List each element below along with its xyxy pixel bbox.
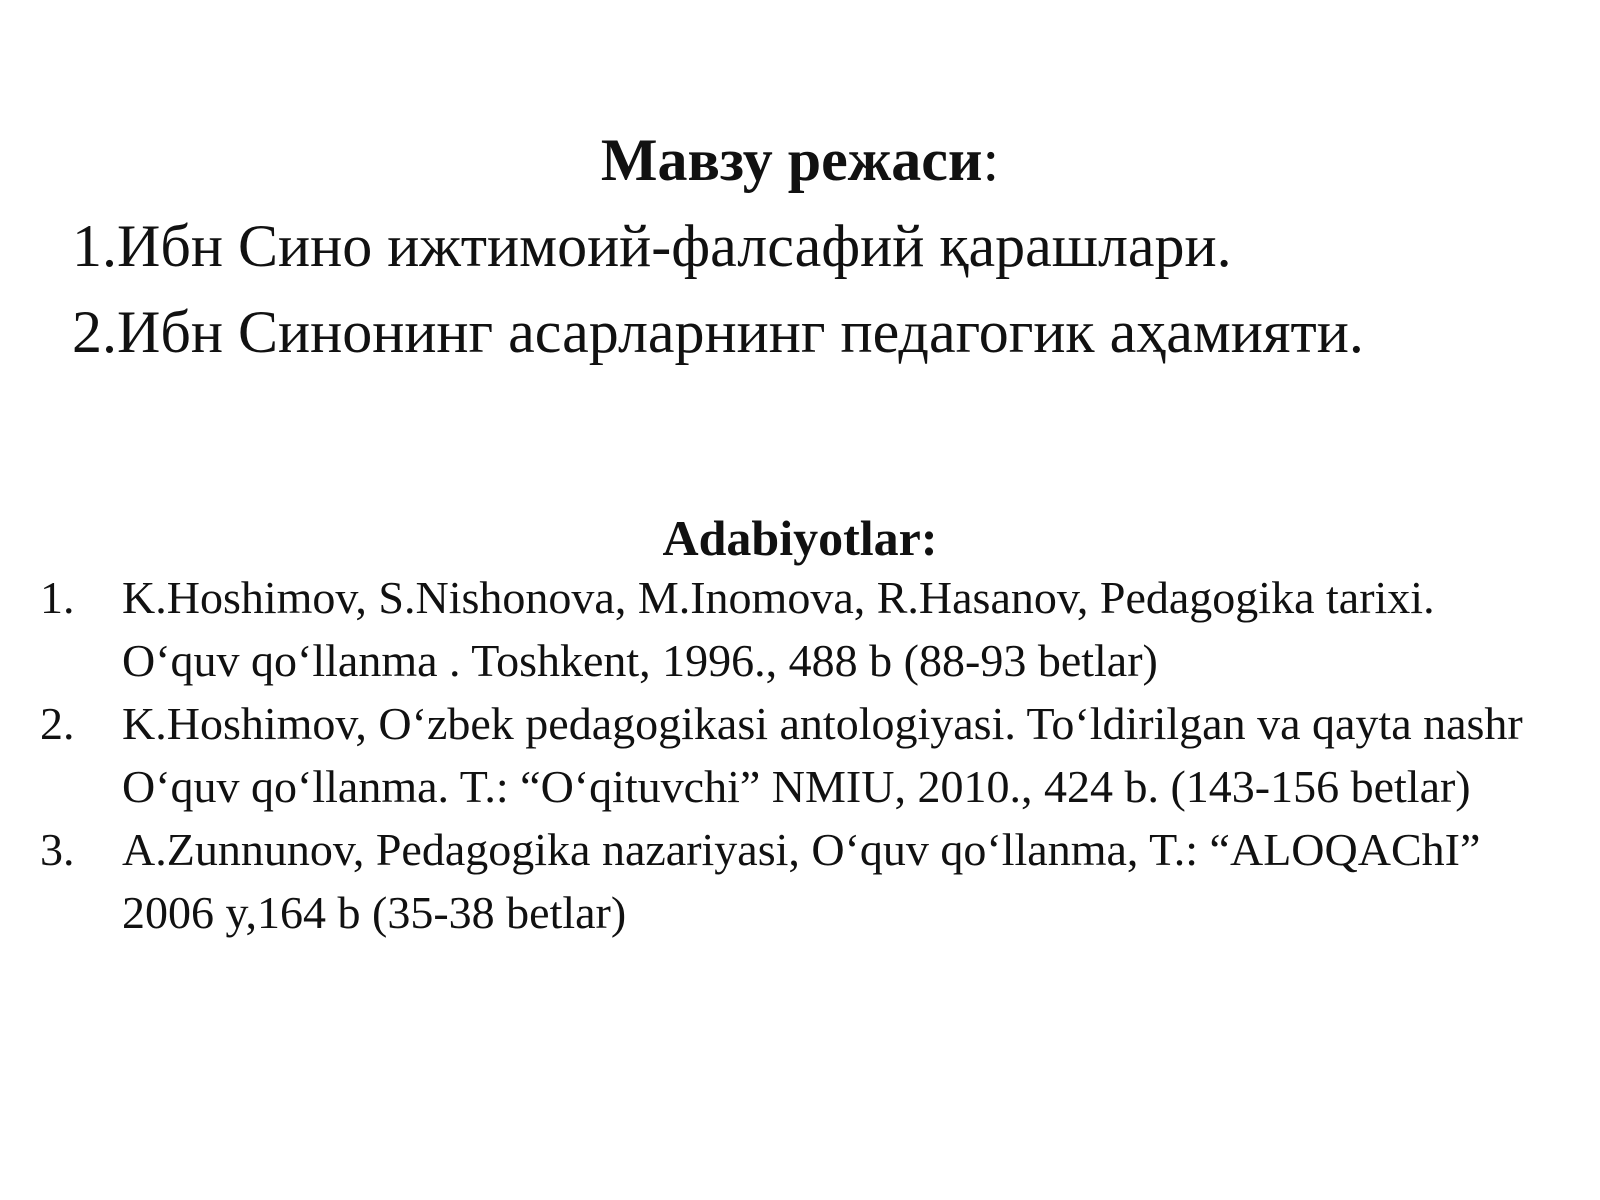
references-list [40, 566, 1560, 944]
reference-text: K.Hoshimov, S.Nishonova, M.Inomova, R.Hasanov, Pedagogika tarixi. O‘quv qo‘llanma . Toshkent, 1996., 488 b (88-93 betlar) [122, 572, 1435, 686]
reference-item-3 [40, 818, 1560, 944]
reference-text: A.Zunnunov, Pedagogika nazariyasi, O‘quv qo‘llanma, T.: “ALOQAChI” 2006 y,164 b (35-38 betlar) [122, 824, 1481, 938]
reference-item-2 [40, 692, 1560, 818]
plan-title-text: Мавзу режаси [600, 127, 983, 193]
plan-item-1: 1.Ибн Сино ижтимоий-фалсафий қарашлари. [72, 213, 1232, 279]
reference-text: K.Hoshimov, O‘zbek pedagogikasi antologiyasi. To‘ldirilgan va qayta nashr O‘quv qo‘llanma. T.: “O‘qituvchi” NMIU, 2010., 424 b. (143-156 betlar) [122, 698, 1523, 812]
plan-title-colon: : [982, 127, 1000, 193]
plan-item-2: 2.Ибн Синонинг асарларнинг педагогик аҳамияти. [72, 299, 1364, 365]
reference-item-1 [40, 566, 1560, 692]
reference-number: 1. [40, 572, 75, 623]
plan-title [0, 124, 1600, 196]
references-title: Adabiyotlar: [662, 510, 938, 566]
reference-number: 2. [40, 698, 75, 749]
reference-number: 3. [40, 824, 75, 875]
